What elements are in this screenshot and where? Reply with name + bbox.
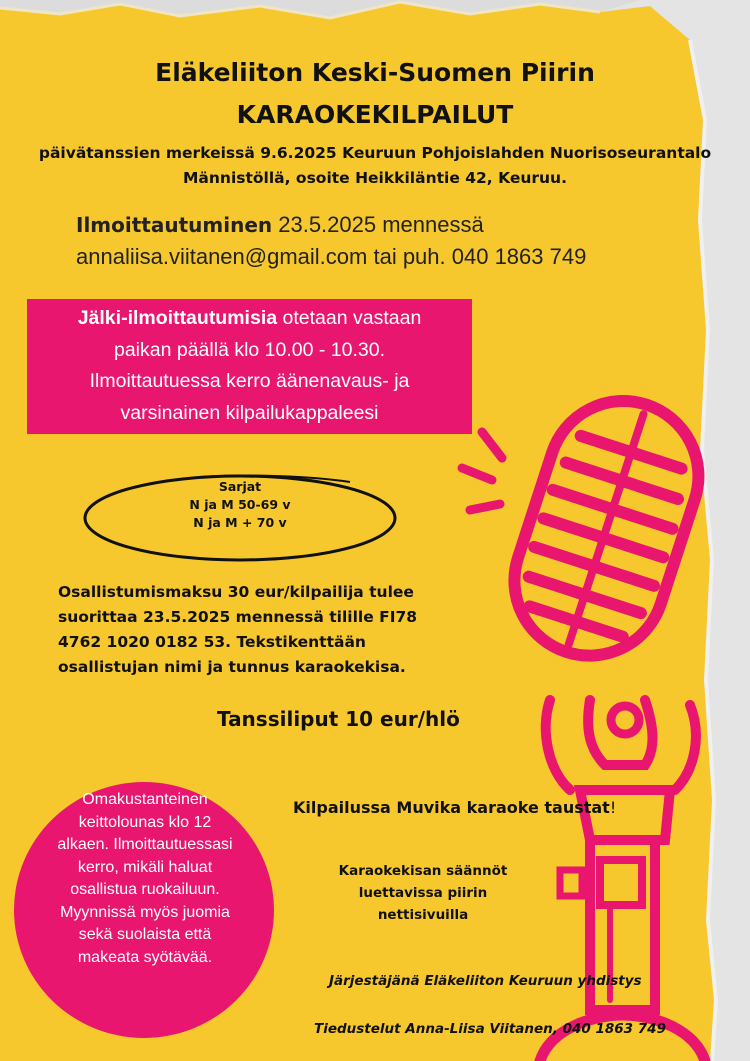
late-registration-rest: otetaan vastaan <box>277 307 422 329</box>
fee-line-3: 4762 1020 0182 53. Tekstikenttään <box>58 633 366 651</box>
lunch-line-8: makeata syötävää. <box>77 948 213 966</box>
registration-label: Ilmoittautuminen <box>76 213 273 237</box>
late-registration-line-3: Ilmoittautuessa kerro äänenavaus- ja <box>89 370 410 392</box>
series-title: Sarjat <box>218 479 262 494</box>
rules-line-1: Karaokekisan säännöt <box>338 863 508 879</box>
event-details-line-1: päivätanssien merkeissä 9.6.2025 Keuruun Pohjoislahden Nuorisoseurantalo <box>38 144 712 162</box>
series-item-1: N ja M 50-69 v <box>189 497 291 512</box>
microphone-icon <box>440 370 750 1061</box>
rules-info <box>318 860 528 926</box>
lunch-info <box>30 789 260 969</box>
dance-tickets: Tanssiliput 10 eur/hlö <box>217 707 460 731</box>
fee-line-2: suorittaa 23.5.2025 mennessä tilille FI78 <box>58 608 418 626</box>
lunch-line-5: osallistua ruokailuun. <box>70 881 220 898</box>
inquiries-contact: Tiedustelut Anna-Liisa Viitanen, 040 1863 749 <box>314 1021 666 1037</box>
registration-contact: annaliisa.viitanen@gmail.com tai puh. 040 1863 749 <box>76 244 587 269</box>
muvika-text: Kilpailussa Muvika karaoke taustat <box>293 798 610 817</box>
muvika-exclamation: ! <box>609 798 617 817</box>
late-registration-line-1 <box>27 303 472 335</box>
lunch-line-6: Myynnissä myös juomia <box>60 903 230 921</box>
late-registration-box <box>27 299 472 434</box>
participation-fee <box>58 580 458 680</box>
poster-title-line-1: Eläkeliiton Keski-Suomen Piirin <box>155 58 595 87</box>
organizer: Järjestäjänä Eläkeliiton Keuruun yhdistys <box>329 973 642 989</box>
lunch-line-2: keittolounas klo 12 <box>78 813 212 831</box>
late-registration-line-2: paikan päällä klo 10.00 - 10.30. <box>113 338 386 361</box>
lunch-line-1: Omakustanteinen <box>82 791 208 808</box>
poster-title-line-2: KARAOKEKILPAILUT <box>236 100 514 129</box>
fee-line-4: osallistujan nimi ja tunnus karaokekisa. <box>58 658 406 676</box>
series-item-2: N ja M + 70 v <box>193 515 287 530</box>
late-registration-bold: Jälki-ilmoittautumisia <box>77 307 278 329</box>
lunch-line-7: sekä suolaista että <box>78 926 212 943</box>
lunch-line-3: alkaen. Ilmoittautuessasi <box>57 836 233 853</box>
late-registration-line-4: varsinainen kilpailukappaleesi <box>120 401 379 424</box>
muvika-notice <box>293 798 616 817</box>
sound-burst-icon <box>462 432 502 510</box>
rules-line-2: luettavissa piirin <box>358 885 488 901</box>
fee-line-1: Osallistumismaksu 30 eur/kilpailija tulee <box>58 583 414 601</box>
lunch-line-4: kerro, mikäli haluat <box>77 858 213 876</box>
registration-line <box>76 212 484 238</box>
event-details-line-2: Männistöllä, osoite Heikkiläntie 42, Keuruu. <box>183 169 567 187</box>
rules-line-3: nettisivuilla <box>377 907 469 923</box>
registration-deadline: 23.5.2025 mennessä <box>272 212 484 237</box>
series-list <box>80 478 400 532</box>
